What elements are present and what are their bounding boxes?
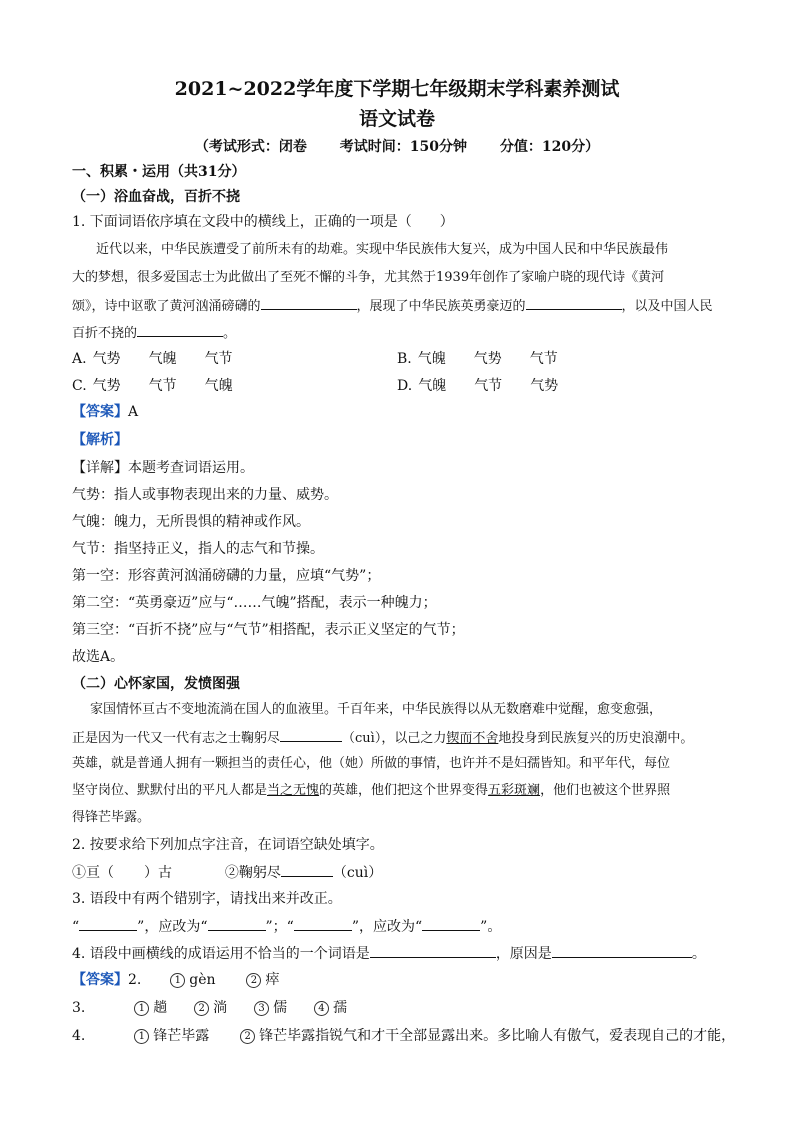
underlined-idiom: 锲而不舍: [446, 731, 499, 746]
q1-passage-line1: 近代以来，中华民族遭受了前所未有的劫难。实现中华民族伟大复兴，成为中国人民和中华民族最伟: [96, 242, 669, 257]
option-word: 气节: [529, 351, 558, 367]
q1-passage-line4: [72, 322, 236, 344]
q2-item2-text: （cuì）: [332, 865, 383, 881]
passage2-text: ，他们也被这个世界照: [540, 783, 671, 798]
q3-text: ”；“: [265, 919, 294, 935]
section-heading: 一、积累・运用（共31分）: [72, 164, 246, 180]
answer-value: 儒: [273, 1000, 288, 1016]
exam-title: 2021~2022学年度下学期七年级期末学科素养测试: [174, 78, 620, 100]
option-label: C.: [72, 378, 87, 394]
q4-blank-1[interactable]: [370, 943, 496, 958]
option-word: 气魄: [417, 351, 446, 367]
q3-text: ”，应改为“: [137, 919, 208, 935]
answer-value: 趟: [153, 1000, 168, 1016]
option-word: 气魄: [148, 351, 177, 367]
q2-stem: 2. 按要求给下列加点字注音，在词语空缺处填字。: [72, 837, 384, 853]
exam-subtitle: 语文试卷: [358, 108, 435, 130]
answer-tag: 【答案】: [72, 404, 128, 420]
option-word: 气势: [92, 378, 121, 394]
option-word: 气节: [204, 351, 233, 367]
circled-number: 2: [246, 973, 261, 988]
option-word: 气节: [474, 378, 503, 394]
q1-passage-text: 颂》，诗中讴歌了黄河汹涌磅礴的: [72, 299, 261, 314]
exam-time: 考试时间：150分钟: [339, 139, 467, 155]
q3-blank-1[interactable]: [79, 916, 137, 931]
q1-answer: [72, 402, 138, 422]
answer-value: 孺: [332, 1000, 347, 1016]
item-number: ①: [72, 865, 86, 881]
circled-number: 4: [314, 1001, 329, 1016]
q3-blank-2[interactable]: [208, 916, 266, 931]
option-word: 气节: [148, 378, 177, 394]
circled-number: 2: [240, 1029, 255, 1044]
explanation-line: 第一空：形容黄河汹涌磅礴的力量，应填“气势”；: [72, 568, 381, 584]
part1-heading: （一）浴血奋战，百折不挠: [72, 189, 240, 205]
answer-value: 淌: [213, 1000, 228, 1016]
exam-score: 分值：120分）: [499, 139, 600, 155]
q3-text: ”，应改为“: [351, 919, 423, 935]
answer-3: [72, 998, 347, 1018]
blank-2[interactable]: [526, 295, 622, 310]
passage2-text: 正是因为一代又一代有志之士鞠躬尽: [72, 731, 281, 746]
passage2-text: （cuì），以己之力: [342, 731, 447, 746]
blank-3[interactable]: [137, 322, 223, 337]
answer-value: 锋芒毕露: [153, 1028, 210, 1044]
passage2-line1: 家国情怀亘古不变地流淌在国人的血液里。千百年来，中华民族得以从无数磨难中觉醒，愈变愈强，: [90, 702, 663, 717]
option-word: 气魄: [204, 378, 233, 394]
analysis-tag: 【解析】: [72, 432, 128, 448]
q1-analysis: [72, 430, 128, 450]
circled-number: 2: [194, 1001, 209, 1016]
passage2-line4: [72, 781, 670, 801]
explanation-line: 气势：指人或事物表现出来的力量、威势。: [72, 487, 338, 503]
detail-tag: 【详解】: [72, 460, 128, 476]
option-c[interactable]: [72, 375, 261, 395]
q4-stem: [72, 943, 706, 964]
answer-2: [72, 970, 279, 990]
q1-passage-text: ，以及中国人民: [621, 299, 713, 314]
passage2-text: 的英雄，他们把这个世界变得: [319, 783, 489, 798]
explanation-line: 故选A。: [72, 649, 125, 665]
q2-items: [72, 862, 382, 883]
explanation-line: 气魄：魄力，无所畏惧的精神或作风。: [72, 514, 310, 530]
option-b[interactable]: [397, 348, 586, 368]
option-word: 气势: [92, 351, 121, 367]
q1-passage-line2: 大的梦想，很多爱国志士为此做出了至死不懈的斗争，尤其然于1939年创作了家喻户晓的现代诗《黄河: [72, 270, 665, 285]
answer-number: 4.: [72, 1028, 86, 1044]
circled-number: 3: [254, 1001, 269, 1016]
q3-blank-3[interactable]: [294, 916, 352, 931]
detail-intro: 本题考查词语运用。: [128, 460, 254, 476]
q1-detail: [72, 458, 254, 478]
option-d[interactable]: [397, 375, 586, 395]
q1-passage-text: 百折不挠的: [72, 326, 138, 341]
answer-value: 锋芒毕露指锐气和才干全部显露出来。多比喻人有傲气，爱表现自己的才能，: [259, 1028, 736, 1044]
q3-text: ”。: [480, 919, 502, 935]
option-word: 气魄: [418, 378, 447, 394]
q4-text: 4. 语段中画横线的成语运用不恰当的一个词语是: [72, 946, 370, 962]
exam-info: [0, 136, 794, 156]
option-label: A.: [72, 351, 87, 367]
q1-passage-line3: [72, 295, 713, 317]
answer-number: 3.: [72, 1000, 86, 1016]
option-label: D.: [397, 378, 413, 394]
answer-value: A: [128, 404, 139, 420]
circled-number: 1: [134, 1029, 149, 1044]
item-number: ②: [224, 865, 239, 881]
passage2-line5: 得锋芒毕露。: [72, 810, 151, 825]
q1-passage-text: 。: [223, 326, 237, 341]
explanation-line: 第三空：“百折不挠”应与“气节”相搭配，表示正义坚定的气节；: [72, 622, 465, 638]
option-word: 气势: [473, 351, 502, 367]
q2-item1-text: ）古: [144, 865, 172, 881]
blank-cui[interactable]: [280, 727, 342, 742]
q1-passage-text: ，展现了中华民族英勇豪迈的: [356, 299, 526, 314]
q3-blank-4[interactable]: [422, 916, 480, 931]
q3-text: “: [72, 919, 80, 935]
q3-stem: 3. 语段中有两个错别字，请找出来并改正。: [72, 891, 342, 907]
option-a[interactable]: [72, 348, 261, 368]
circled-number: 1: [170, 973, 185, 988]
passage2-text: 地投身到民族复兴的历史浪潮中。: [498, 731, 694, 746]
q4-text: ，原因是: [495, 946, 552, 962]
q3-answer-line: [72, 916, 501, 937]
q2-item2-blank[interactable]: [281, 862, 333, 877]
option-label: B.: [397, 351, 412, 367]
passage2-line3: 英雄，就是普通人拥有一颗担当的责任心，他（她）所做的事情，也许并不是妇孺皆知。和平年代，每位: [72, 756, 671, 771]
q2-item2-text: 鞠躬尽: [238, 865, 281, 881]
passage2-text: 坚守岗位、默默付出的平凡人都是: [72, 783, 268, 798]
explanation-line: 气节：指坚持正义，指人的志气和节操。: [72, 541, 324, 557]
part2-heading: （二）心怀家国，发愤图强: [72, 676, 240, 692]
answer-4: [72, 1026, 735, 1046]
q2-item1-text: 亘（: [86, 865, 114, 881]
underlined-idiom: 当之无愧: [267, 783, 320, 798]
circled-number: 1: [134, 1001, 149, 1016]
exam-format: （考试形式：闭卷: [194, 139, 307, 155]
option-word: 气势: [530, 378, 559, 394]
answer-number: 2.: [128, 972, 142, 988]
passage2-line2: [72, 727, 693, 749]
q4-blank-2[interactable]: [552, 943, 692, 958]
q4-text: 。: [691, 946, 706, 962]
explanation-line: 第二空：“英勇豪迈”应与“……气魄”搭配，表示一种魄力；: [72, 595, 437, 611]
blank-1[interactable]: [261, 295, 357, 310]
answer-tag: 【答案】: [72, 972, 128, 988]
underlined-idiom: 五彩斑斓: [488, 783, 541, 798]
q1-stem: 1. 下面词语依序填在文段中的横线上，正确的一项是（ ）: [72, 214, 454, 230]
answer-value: 瘁: [265, 972, 280, 988]
answer-value: gèn: [189, 972, 216, 988]
